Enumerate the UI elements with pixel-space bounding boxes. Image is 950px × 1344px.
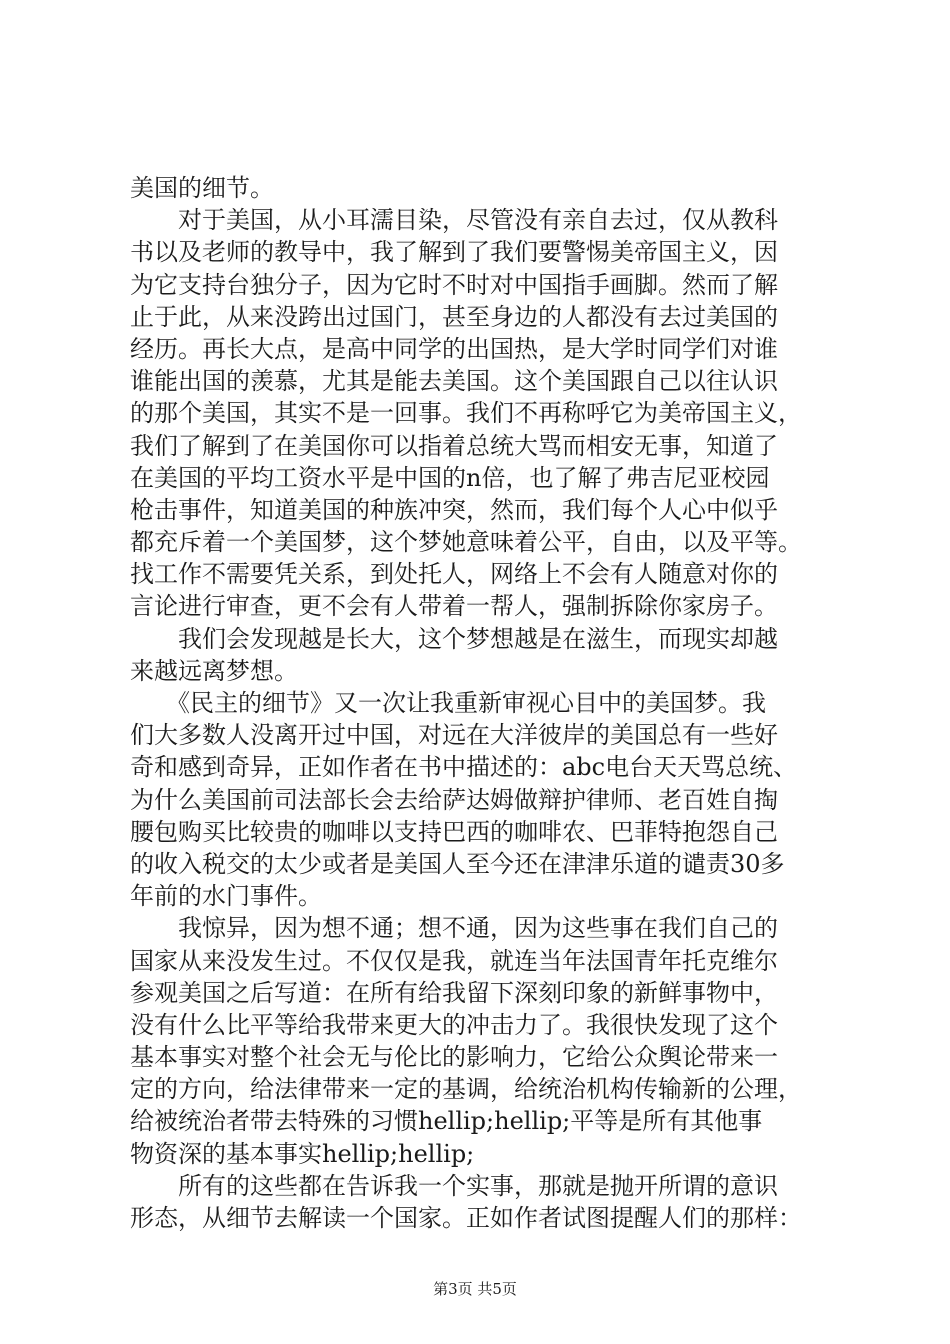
text-line: 书以及老师的教导中，我了解到了我们要警惕美帝国主义，因 xyxy=(130,238,778,267)
text-line: 我们了解到了在美国你可以指着总统大骂而相安无事，知道了 xyxy=(130,431,778,460)
text-line: 基本事实对整个社会无与伦比的影响力，它给公众舆论带来一 xyxy=(130,1043,778,1072)
document-body xyxy=(130,172,830,1234)
text-line: 都充斥着一个美国梦，这个梦她意味着公平，自由，以及平等。 xyxy=(130,528,802,557)
text-line: 的收入税交的太少或者是美国人至今还在津津乐道的谴责30多 xyxy=(130,849,785,878)
text-line: 我惊异，因为想不通；想不通，因为这些事在我们自己的 xyxy=(130,914,778,943)
text-line: 所有的这些都在告诉我一个实事，那就是抛开所谓的意识 xyxy=(130,1171,778,1200)
text-line: 定的方向，给法律带来一定的基调，给统治机构传输新的公理， xyxy=(130,1075,802,1104)
text-line: 言论进行审查，更不会有人带着一帮人，强制拆除你家房子。 xyxy=(130,592,778,621)
text-line: 在美国的平均工资水平是中国的n倍，也了解了弗吉尼亚校园 xyxy=(130,463,770,492)
text-line: 年前的水门事件。 xyxy=(130,882,322,911)
text-line: 腰包购买比较贵的咖啡以支持巴西的咖啡农、巴菲特抱怨自己 xyxy=(130,817,778,846)
text-line: 参观美国之后写道：在所有给我留下深刻印象的新鲜事物中， xyxy=(130,978,778,1007)
text-line: 物资深的基本事实hellip;hellip; xyxy=(130,1139,475,1168)
text-line: 国家从来没发生过。不仅仅是我，就连当年法国青年托克维尔 xyxy=(130,946,778,975)
text-line: 止于此，从来没跨出过国门，甚至身边的人都没有去过美国的 xyxy=(130,302,778,331)
page-footer: 第3页 共5页 xyxy=(433,1280,517,1298)
text-line: 奇和感到奇异，正如作者在书中描述的：abc电台天天骂总统、 xyxy=(130,753,798,782)
text-line: 形态，从细节去解读一个国家。正如作者试图提醒人们的那样： xyxy=(130,1204,802,1232)
text-line: 《民主的细节》又一次让我重新审视心目中的美国梦。我 xyxy=(130,689,766,717)
text-line: 经历。再长大点，是高中同学的出国热，是大学时同学们对谁 xyxy=(130,334,778,363)
text-line: 找工作不需要凭关系，到处托人，网络上不会有人随意对你的 xyxy=(130,560,778,589)
text-line: 们大多数人没离开过中国，对远在大洋彼岸的美国总有一些好 xyxy=(130,721,778,750)
text-line: 没有什么比平等给我带来更大的冲击力了。我很快发现了这个 xyxy=(130,1010,778,1039)
text-line: 我们会发现越是长大，这个梦想越是在滋生，而现实却越 xyxy=(130,624,778,653)
text-line: 美国的细节。 xyxy=(130,174,274,202)
text-line: 来越远离梦想。 xyxy=(130,656,298,685)
text-line: 为什么美国前司法部长会去给萨达姆做辩护律师、老百姓自掏 xyxy=(130,785,778,814)
text-line: 谁能出国的羡慕，尤其是能去美国。这个美国跟自己以往认识 xyxy=(130,367,778,396)
text-line: 的那个美国，其实不是一回事。我们不再称呼它为美帝国主义， xyxy=(130,399,802,428)
text-line: 枪击事件，知道美国的种族冲突，然而，我们每个人心中似乎 xyxy=(130,495,778,524)
text-line: 给被统治者带去特殊的习惯hellip;hellip;平等是所有其他事 xyxy=(130,1107,763,1136)
text-line: 为它支持台独分子，因为它时不时对中国指手画脚。然而了解 xyxy=(130,270,778,299)
text-line: 对于美国，从小耳濡目染，尽管没有亲自去过，仅从教科 xyxy=(130,206,778,235)
